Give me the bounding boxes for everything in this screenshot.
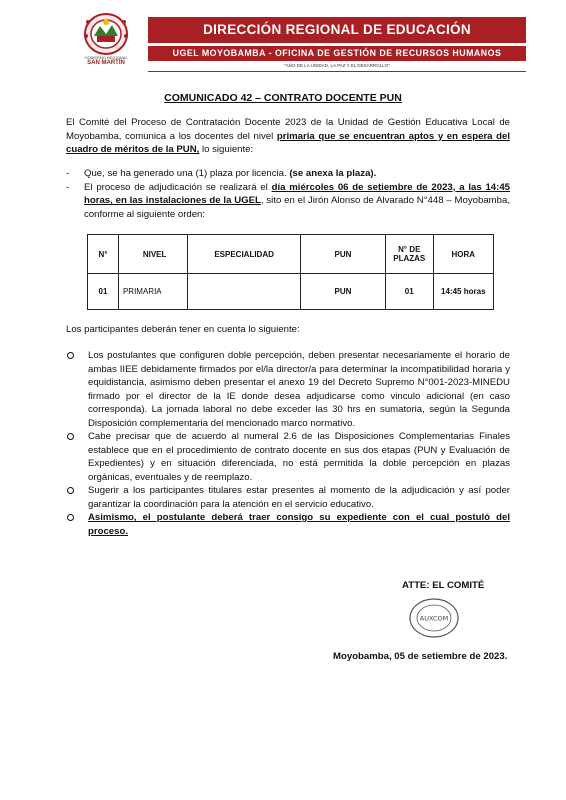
item-text-bold: día miércoles 06 de setiembre de 2023, a las 14:45 horas, en las instalaciones de la UGEL — [84, 181, 510, 206]
col-time: HORA — [433, 235, 493, 274]
document-title: COMUNICADO 42 – CONTRATO DOCENTE PUN — [164, 92, 402, 104]
dash-bullet: - — [66, 168, 70, 179]
cell-time: 14:45 horas — [433, 274, 493, 310]
logo-caption — [70, 55, 142, 67]
svg-text:AUXCOM: AUXCOM — [419, 614, 449, 623]
regional-government-logo — [80, 12, 132, 78]
table-header-row — [88, 235, 494, 274]
header-motto: "AÑO DE LA UNIDAD, LA PAZ Y EL DESARROLLO" — [284, 63, 390, 68]
list-item — [66, 181, 510, 222]
table-row — [88, 274, 494, 310]
intro-paragraph — [66, 116, 510, 157]
list-item — [66, 511, 510, 538]
list-item — [66, 167, 510, 181]
cell-level: PRIMARIA — [118, 274, 187, 310]
circle-bullet-icon — [67, 487, 74, 494]
header-directorate-band: DIRECCIÓN REGIONAL DE EDUCACIÓN — [148, 17, 526, 43]
cell-specialty — [188, 274, 301, 310]
list-item — [66, 430, 510, 484]
intro-text-3: lo siguiente: — [199, 144, 254, 155]
signature-committee: ATTE: EL COMITÉ — [402, 580, 485, 591]
announcement-list — [66, 167, 510, 221]
col-level: NIVEL — [118, 235, 187, 274]
item-text: Cabe precisar que de acuerdo al numeral 2.6 de las Disposiciones Complementarias Finales establece que en el procedimiento de contrato docente en sus dos etapas (PUN y Evaluación de Expedientes) y en situación diferenciada, no está permitida la doble percepción en plazas orgánicas, eventuales y de reemplazo. — [88, 431, 510, 483]
header-office-band: UGEL MOYOBAMBA - OFICINA DE GESTIÓN DE RECURSOS HUMANOS — [148, 46, 526, 61]
col-vacancies: N° DE PLAZAS — [385, 235, 433, 274]
logo-caption-bottom: SAN MARTÍN — [87, 60, 125, 66]
header-divider — [148, 71, 526, 72]
cell-number: 01 — [88, 274, 119, 310]
dash-bullet: - — [66, 181, 70, 193]
cell-pun: PUN — [300, 274, 385, 310]
list-item — [66, 484, 510, 511]
cell-vacancies: 01 — [385, 274, 433, 310]
intro-text-2: primaria que se encuentran aptos y en espera del cuadro de méritos de la PUN, — [66, 130, 510, 155]
circle-bullet-icon — [67, 433, 74, 440]
participants-intro: Los participantes deberán tener en cuenta lo siguiente: — [66, 324, 300, 335]
logo-caption-top: GOBIERNO REGIONAL — [84, 55, 128, 60]
item-text-end: , sito en el Jirón Alonso de Alvarado N°448 – Moyobamba, conforme al siguiente orden: — [84, 195, 511, 220]
item-text: Los postulantes que configuren doble percepción, deben presentar necesariamente el horario de ambas IIEE debidamente firmados por el/la director/a para determinar la incompatibilidad horaria y equidistancia, asimismo deben presentar el anexo 19 del Decreto Supremo N°001-2023-MINEDU firmado por el director de la IE donde desea adjudicarse como vinculo adicional (en caso corresponda). La jornada laboral no debe exceder las 30 hrs en sumatoria, según la Segunda Disposición complementaria del mencionado marco normativo. — [88, 350, 510, 429]
place-and-date: Moyobamba, 05 de setiembre de 2023. — [333, 651, 508, 662]
item-text: Que, se ha generado una (1) plaza por licencia. — [84, 168, 290, 179]
col-number: N° — [88, 235, 119, 274]
circle-bullet-icon — [67, 352, 74, 359]
official-stamp — [408, 596, 460, 640]
item-text: Sugerir a los participantes titulares estar presentes al momento de la adjudicación y así poder garantizar la coordinación para la atención en el servicio educativo. — [88, 485, 510, 510]
item-text: El proceso de adjudicación se realizará el — [84, 181, 272, 193]
item-text-bold: (se anexa la plaza). — [289, 168, 377, 179]
col-pun: PUN — [300, 235, 385, 274]
vacancy-table — [87, 234, 494, 310]
intro-text-1: El Comité del Proceso de Contratación Docente 2023 de la Unidad de Gestión Educativa Local de Moyobamba, comunica a los docentes del nivel — [66, 117, 510, 142]
circle-bullet-icon — [67, 514, 74, 521]
col-specialty: ESPECIALIDAD — [188, 235, 301, 274]
list-item — [66, 349, 510, 430]
requirements-list — [66, 349, 510, 538]
item-text-bold: Asimismo, el postulante deberá traer consigo su expediente con el cual postuló del proceso. — [88, 512, 510, 537]
